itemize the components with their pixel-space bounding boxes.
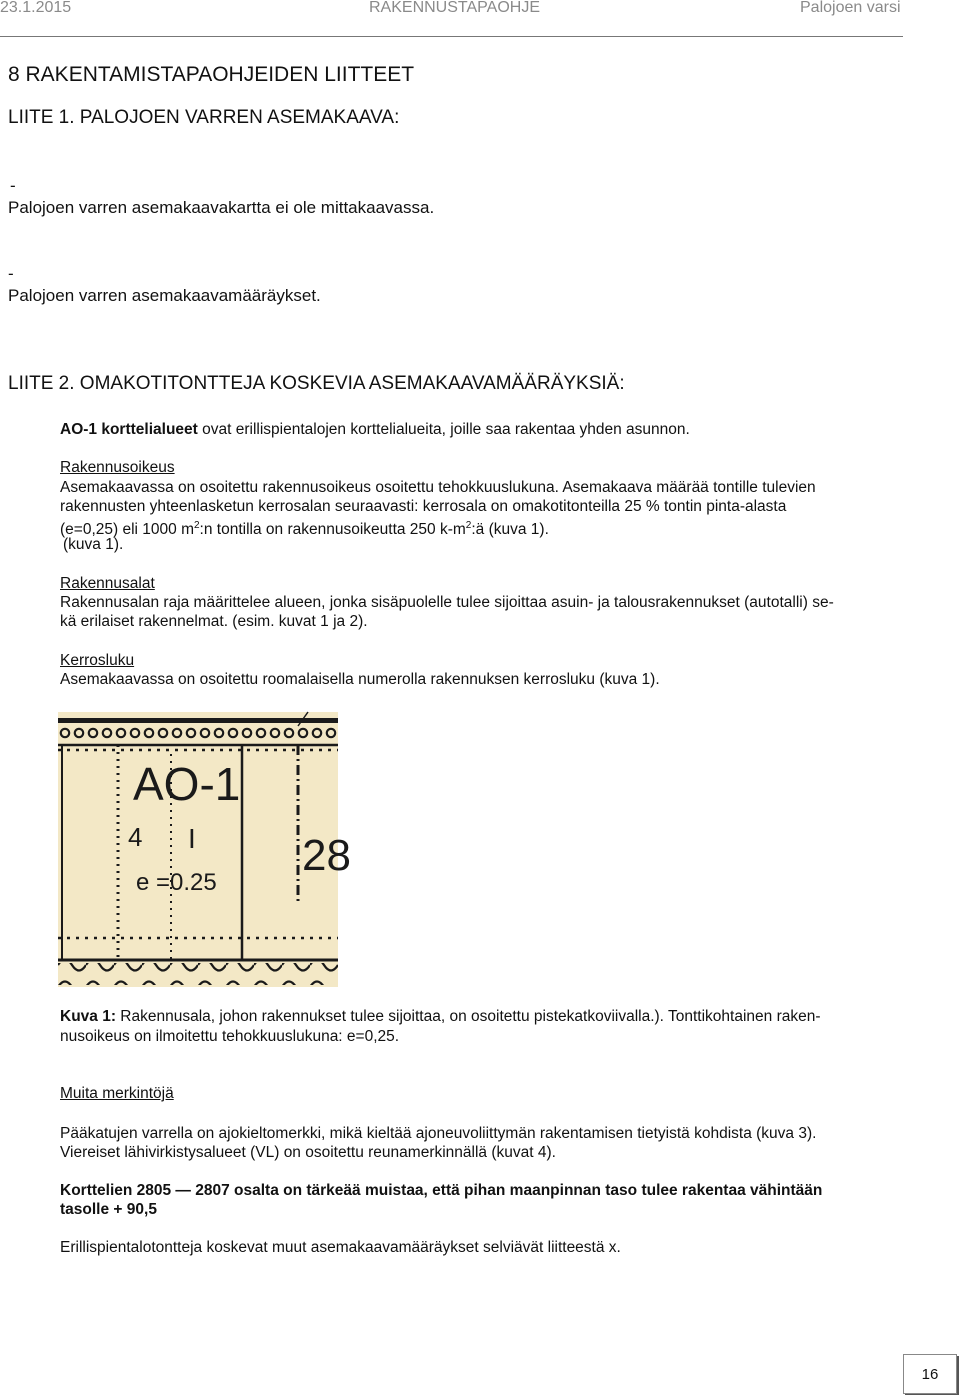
map-block-number: 4	[128, 822, 143, 852]
sup-m2-a: 2	[193, 520, 200, 531]
map-floors: I	[188, 823, 196, 854]
ao1-intro	[60, 420, 690, 439]
liite1-item2-text: Palojoen varren asemakaavamääräykset.	[8, 286, 321, 305]
figure-caption-line2: nusoikeus on ilmoitettu tehokkuuslukuna: e=0,25.	[60, 1028, 400, 1045]
header-date: 23.1.2015	[0, 0, 72, 16]
line3-part-b: :n tontilla on rakennusoikeutta 250 k-m	[199, 521, 466, 539]
chapter-heading: 8 RAKENTAMISTAPAOHJEIDEN LIITTEET	[8, 63, 415, 86]
header-section: Palojoen varsi	[800, 0, 901, 16]
figure-caption-line1	[60, 1007, 821, 1026]
kerrosluku-line1: Asemakaavassa on osoitettu roomalaisella numerolla rakennuksen kerrosluku (kuva 1).	[60, 671, 660, 688]
map-background	[58, 712, 338, 987]
line3-part-a: (e=0,25) eli 1000 m	[60, 521, 194, 539]
caption-label: Kuva 1:	[60, 1008, 116, 1025]
map-label-ao1: AO-1	[133, 758, 241, 810]
rakennusoikeus-line2: rakennusten yhteenlasketun kerrosalan seuraavasti: kerrosala on omakotitonteilla 25 % tontin pinta-alasta	[60, 498, 787, 515]
rakennusoikeus-line4: (kuva 1).	[63, 536, 124, 553]
important-note-line1: Korttelien 2805 — 2807 osalta on tärkeää muistaa, että pihan maanpinnan taso tulee rakentaa vähintään	[60, 1182, 823, 1199]
muita-heading: Muita merkintöjä	[60, 1085, 174, 1102]
rakennusoikeus-line3	[60, 516, 549, 539]
liite1-item1-text: Palojoen varren asemakaavakartta ei ole mittakaavassa.	[8, 198, 435, 217]
important-note-line2: tasolle + 90,5	[60, 1201, 157, 1218]
muita-line1: Pääkatujen varrella on ajokieltomerkki, mikä kieltää ajoneuvoliittymän rakentamisen tietyistä kohdista (kuva 3).	[60, 1125, 817, 1142]
map-efficiency: e =0.25	[136, 869, 217, 896]
map-block-partial: 28	[302, 831, 351, 880]
sup-m2-b: 2	[465, 520, 472, 531]
recreation-area-pattern	[58, 963, 338, 985]
rakennusalat-line2: kä erilaiset rakennelmat. (esim. kuvat 1 ja 2).	[60, 613, 368, 630]
page-number-box	[903, 1354, 957, 1394]
liite1-title: LIITE 1. PALOJOEN VARREN ASEMAKAAVA:	[8, 107, 400, 128]
kerrosluku-heading: Kerrosluku	[60, 652, 135, 669]
rakennusalat-line1: Rakennusalan raja määrittelee alueen, jonka sisäpuolelle tulee sijoittaa asuin- ja talousrakennukset (autotalli) se-	[60, 594, 834, 611]
liite2-title: LIITE 2. OMAKOTITONTTEJA KOSKEVIA ASEMAKAAVAMÄÄRÄYKSIÄ:	[8, 373, 625, 394]
rakennusoikeus-line1: Asemakaavassa on osoitettu rakennusoikeus osoitettu tehokkuuslukuna. Asemakaava määrää tontille tulevien	[60, 479, 816, 496]
page-header	[0, 0, 960, 40]
header-rule	[0, 36, 903, 37]
ao1-intro-bold: AO-1 korttelialueet	[60, 421, 198, 438]
caption-text-1: Rakennusala, johon rakennukset tulee sijoittaa, on osoitettu pistekatkoviivalla.). Tonttikohtainen raken-	[116, 1008, 821, 1025]
liite1-item1-dash: -	[10, 176, 16, 195]
page-number: 16	[921, 1365, 939, 1383]
header-title: RAKENNUSTAPAOHJE	[369, 0, 540, 16]
line3-part-c: :ä (kuva 1).	[471, 521, 549, 539]
plot-boundary-pattern	[58, 726, 338, 740]
muita-line2: Viereiset lähivirkistysalueet (VL) on osoitettu reunamerkinnällä (kuvat 4).	[60, 1144, 556, 1161]
rakennusoikeus-heading: Rakennusoikeus	[60, 459, 175, 476]
zoning-map-figure	[58, 712, 351, 987]
rakennusalat-heading: Rakennusalat	[60, 575, 155, 592]
final-note: Erillispientalotontteja koskevat muut asemakaavamääräykset selviävät liitteestä x.	[60, 1239, 621, 1256]
liite1-item2-dash: -	[8, 264, 14, 283]
ao1-intro-rest: ovat erillispientalojen korttelialueita, joille saa rakentaa yhden asunnon.	[197, 421, 690, 438]
